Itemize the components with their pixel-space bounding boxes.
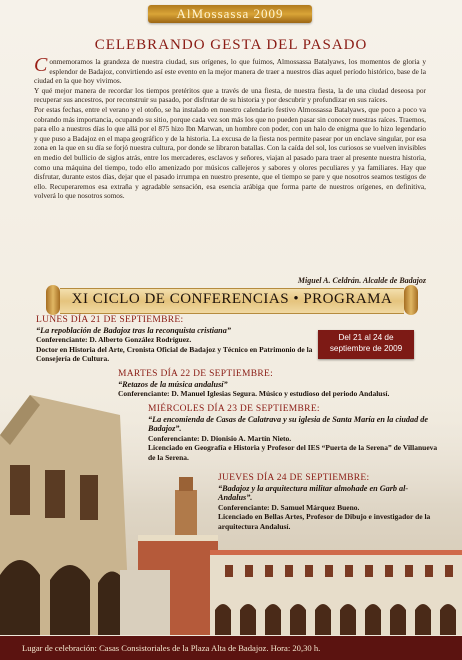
signature: Miguel A. Celdrán. Alcalde de Badajoz	[297, 276, 426, 285]
event-title: “Retazos de la música andalusí”	[118, 379, 228, 389]
paragraph-3: Por estas fechas, entre el verano y el otoño, se ha instalado en nuestro calendario festivo Almossassa Batalyaws, que poco a poco va cobrando más importancia, ocupando su sitio, porque cada vez son más los que no pueden pasar sin conocer nuestras raíces. Traemos, para ello a nuestros días lo que allá por el 875 hizo Ibn Marwan, un hombre con poder, con un halo de enigma que lo hizo legendario y que puso a Badajoz en el mapa geográfico y de la historia. La excusa de la fiesta nos permite pasear por un enclave singular, por esa zona en la que en su día se forjó nuestra cultura, por donde se libraron batallas. Con la caída del sol, los curiosos se vuelven invisibles en medio del bullicio de siglos atrás, entre los mercaderes, esclavos y señores, viajan al pasado para traer al presente nuestra historia, como una máquina del tiempo, todo ello amenizado por músicos callejeros y sabores y olores peculiares y ya familiares. Hay que disfrutar, durante estos días, dejar que el pasado irrumpa en nuestro presente, que el tiempo se pare y que nosotros seamos testigos de ello. Recuperaremos esa extraña y agradable sensación, esa esencia arábiga que forma parte de nuestros orígenes, en definitiva, volverá lo que nosotros somos.	[34, 104, 426, 201]
paragraph-1	[34, 54, 426, 86]
event-tuesday	[118, 370, 448, 399]
date-range-badge: Del 21 al 24 de septiembre de 2009	[318, 330, 414, 359]
event-title: “La repoblación de Badajoz tras la reconquista cristiana”	[36, 325, 231, 335]
article-body	[34, 54, 426, 201]
paragraph-2: Y qué mejor manera de recordar los tiempos pretéritos que a través de una fiesta, de nuestra fiesta, la de una ciudad deseosa por recuperar sus ancestros, por reconstruir su pasado, por disfrutar de su historia y por descubrir y profundizar en sus raíces.	[34, 85, 426, 105]
event-title: “Badajoz y la arquitectura militar almohade en Garb al-Andalus”.	[218, 483, 409, 502]
event-speaker: Conferenciante: D. Dionisio A. Martín Nieto.	[148, 433, 292, 443]
event-thursday	[218, 474, 442, 531]
event-bio: Doctor en Historia del Arte, Cronista Oficial de Badajoz y Técnico en Patrimonio de la Consejería de Cultura.	[36, 344, 313, 363]
program-scroll-banner	[46, 285, 418, 315]
event-bio: Licenciado en Bellas Artes, Profesor de Dibujo e investigador de la arquitectura Andalusí.	[218, 512, 431, 531]
event-day: LUNES DÍA 21 DE SEPTIEMBRE:	[36, 315, 184, 325]
event-day: MIÉRCOLES DÍA 23 DE SEPTIEMBRE:	[148, 404, 320, 414]
event-monday	[36, 316, 316, 364]
event-speaker: Conferenciante: D. Alberto González Rodríguez.	[36, 335, 192, 344]
event-day: JUEVES DÍA 24 DE SEPTIEMBRE:	[218, 473, 370, 483]
event-speaker: Conferenciante: D. Samuel Márquez Bueno.	[218, 502, 360, 512]
event-title: “La encomienda de Casas de Calatrava y su iglesia de Santa María en la ciudad de Badajoz”.	[148, 414, 428, 433]
program-heading: XI CICLO DE CONFERENCIAS • PROGRAMA	[71, 291, 393, 307]
event-speaker: Conferenciante: D. Manuel Iglesias Segura. Músico y estudioso del periodo Andalusí.	[118, 389, 390, 398]
event-day: MARTES DÍA 22 DE SEPTIEMBRE:	[118, 369, 274, 379]
paragraph-1-text: onmemoramos la grandeza de nuestra ciudad, sus orígenes, lo que fuimos, Almossassa Batalyaws, los momentos de gloria y esplendor de Badajoz, convirtiendo así este evento en la mejor manera de traer a nuestros días aquel período histórico, base de la ciudad en la que hoy vivimos.	[34, 57, 426, 86]
banner-title: AlMossassa 2009	[176, 6, 284, 21]
event-wednesday	[148, 405, 438, 462]
article-title: CELEBRANDO GESTA DEL PASADO	[94, 37, 368, 53]
drop-cap: C	[34, 54, 48, 76]
festival-banner	[148, 5, 312, 23]
venue-footer: Lugar de celebración: Casas Consistoriales de la Plaza Alta de Badajoz. Hora: 20,30 h.	[0, 636, 462, 660]
event-bio: Licenciado en Geografía e Historia y Profesor del IES “Puerta de la Serena” de Villanueva de la Serena.	[148, 443, 438, 462]
